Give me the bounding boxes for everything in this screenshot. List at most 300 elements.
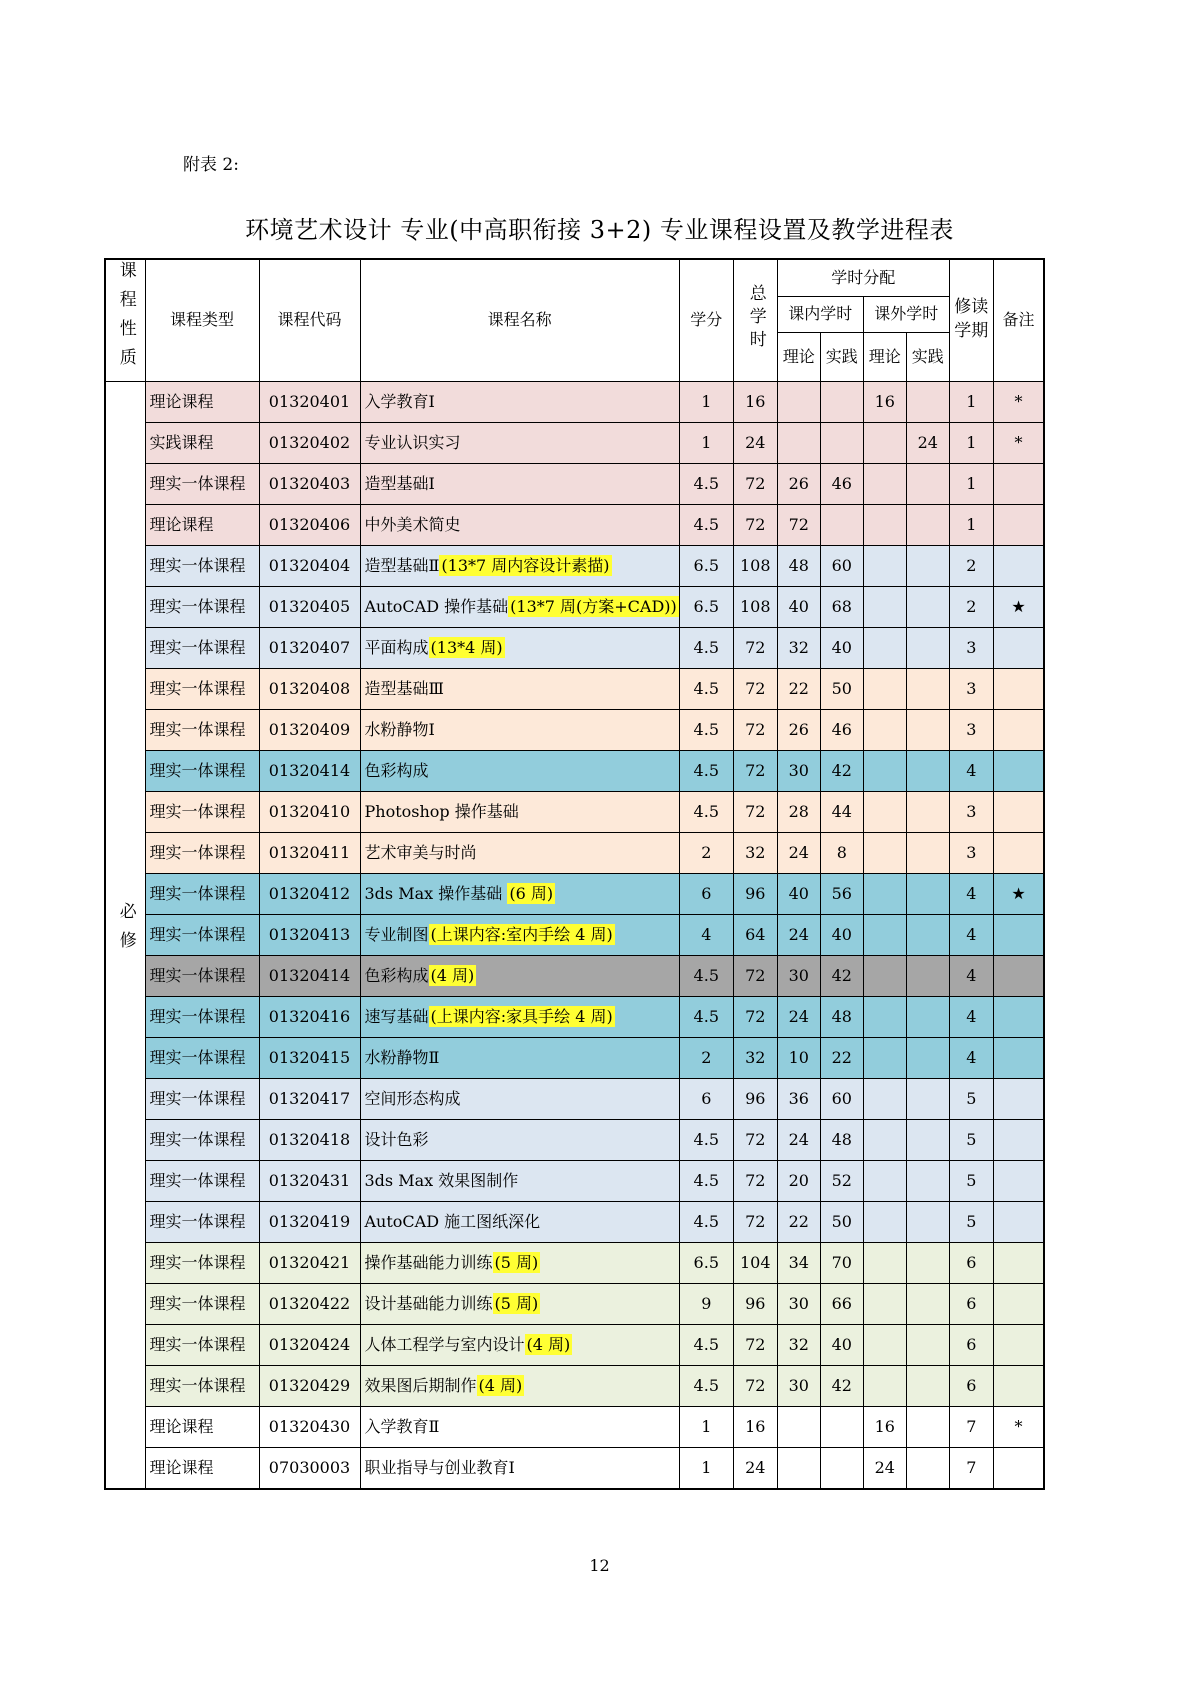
in-class-practice-cell bbox=[820, 504, 863, 545]
credit-cell: 4 bbox=[679, 914, 733, 955]
course-code-cell: 01320403 bbox=[259, 463, 360, 504]
out-class-practice-cell bbox=[906, 545, 949, 586]
in-class-theory-cell: 30 bbox=[777, 955, 820, 996]
out-class-theory-cell bbox=[863, 832, 906, 873]
in-class-theory-cell: 34 bbox=[777, 1242, 820, 1283]
course-code-cell: 01320406 bbox=[259, 504, 360, 545]
course-code-cell: 01320415 bbox=[259, 1037, 360, 1078]
semester-cell: 3 bbox=[949, 791, 993, 832]
out-class-theory-cell bbox=[863, 1324, 906, 1365]
course-name: 操作基础能力训练 bbox=[364, 1252, 493, 1272]
course-name-cell bbox=[360, 709, 679, 750]
total-hours-cell: 108 bbox=[733, 545, 777, 586]
table-row bbox=[105, 832, 1044, 873]
course-type-cell: 理实一体课程 bbox=[145, 914, 259, 955]
credit-cell: 4.5 bbox=[679, 627, 733, 668]
out-class-theory-cell bbox=[863, 1365, 906, 1406]
course-type-cell: 理实一体课程 bbox=[145, 832, 259, 873]
credit-cell: 4.5 bbox=[679, 463, 733, 504]
in-class-theory-cell: 30 bbox=[777, 1283, 820, 1324]
remark-cell bbox=[993, 791, 1044, 832]
course-code-cell: 01320414 bbox=[259, 955, 360, 996]
out-class-practice-cell bbox=[906, 1242, 949, 1283]
course-type-cell: 理实一体课程 bbox=[145, 1283, 259, 1324]
remark-cell bbox=[993, 1242, 1044, 1283]
total-hours-cell: 72 bbox=[733, 1365, 777, 1406]
table-row bbox=[105, 1365, 1044, 1406]
total-hours-cell: 16 bbox=[733, 381, 777, 422]
course-code-cell: 01320412 bbox=[259, 873, 360, 914]
course-name-cell bbox=[360, 832, 679, 873]
header-total-hours: 总学时 bbox=[733, 259, 777, 381]
in-class-theory-cell bbox=[777, 1447, 820, 1489]
semester-cell: 4 bbox=[949, 750, 993, 791]
in-class-practice-cell: 8 bbox=[820, 832, 863, 873]
course-name: 中外美术简史 bbox=[364, 514, 461, 534]
header-hours-distribution: 学时分配 bbox=[777, 259, 949, 296]
table-row bbox=[105, 1406, 1044, 1447]
course-name-cell bbox=[360, 873, 679, 914]
remark-cell bbox=[993, 1324, 1044, 1365]
out-class-theory-cell bbox=[863, 545, 906, 586]
header-nature: 课程性质 bbox=[105, 259, 145, 381]
out-class-theory-cell bbox=[863, 463, 906, 504]
total-hours-cell: 24 bbox=[733, 422, 777, 463]
in-class-practice-cell bbox=[820, 381, 863, 422]
header-name: 课程名称 bbox=[360, 259, 679, 381]
remark-cell bbox=[993, 996, 1044, 1037]
out-class-practice-cell bbox=[906, 504, 949, 545]
in-class-practice-cell: 44 bbox=[820, 791, 863, 832]
out-class-theory-cell bbox=[863, 1078, 906, 1119]
in-class-practice-cell: 52 bbox=[820, 1160, 863, 1201]
course-code-cell: 01320418 bbox=[259, 1119, 360, 1160]
course-code-cell: 01320402 bbox=[259, 422, 360, 463]
table-row bbox=[105, 627, 1044, 668]
table-row bbox=[105, 914, 1044, 955]
credit-cell: 1 bbox=[679, 381, 733, 422]
in-class-practice-cell: 56 bbox=[820, 873, 863, 914]
table-row bbox=[105, 1324, 1044, 1365]
semester-cell: 4 bbox=[949, 1037, 993, 1078]
out-class-practice-cell bbox=[906, 1406, 949, 1447]
credit-cell: 2 bbox=[679, 1037, 733, 1078]
course-name-cell bbox=[360, 1078, 679, 1119]
total-hours-cell: 24 bbox=[733, 1447, 777, 1489]
course-type-cell: 理实一体课程 bbox=[145, 791, 259, 832]
total-hours-cell: 72 bbox=[733, 955, 777, 996]
course-name: 入学教育Ⅱ bbox=[364, 1416, 440, 1436]
table-row bbox=[105, 422, 1044, 463]
out-class-practice-cell bbox=[906, 1078, 949, 1119]
credit-cell: 9 bbox=[679, 1283, 733, 1324]
table-row bbox=[105, 381, 1044, 422]
out-class-theory-cell bbox=[863, 1283, 906, 1324]
in-class-theory-cell: 36 bbox=[777, 1078, 820, 1119]
remark-cell bbox=[993, 1119, 1044, 1160]
out-class-theory-cell bbox=[863, 1037, 906, 1078]
course-name-cell bbox=[360, 914, 679, 955]
credit-cell: 1 bbox=[679, 422, 733, 463]
total-hours-cell: 104 bbox=[733, 1242, 777, 1283]
course-name-highlight: (13*7 周内容设计素描) bbox=[441, 555, 610, 575]
in-class-practice-cell bbox=[820, 422, 863, 463]
total-hours-cell: 72 bbox=[733, 791, 777, 832]
course-name: 人体工程学与室内设计 bbox=[364, 1334, 525, 1354]
semester-cell: 5 bbox=[949, 1078, 993, 1119]
course-name-cell bbox=[360, 750, 679, 791]
remark-cell bbox=[993, 832, 1044, 873]
out-class-practice-cell bbox=[906, 463, 949, 504]
course-name-cell bbox=[360, 627, 679, 668]
course-name-cell bbox=[360, 1447, 679, 1489]
course-type-cell: 理实一体课程 bbox=[145, 750, 259, 791]
in-class-practice-cell: 48 bbox=[820, 996, 863, 1037]
course-name-highlight: (13*7 周(方案+CAD)) bbox=[510, 596, 677, 616]
out-class-practice-cell bbox=[906, 1119, 949, 1160]
table-row bbox=[105, 1078, 1044, 1119]
out-class-theory-cell bbox=[863, 586, 906, 627]
semester-cell: 5 bbox=[949, 1160, 993, 1201]
course-type-cell: 理实一体课程 bbox=[145, 955, 259, 996]
in-class-theory-cell: 22 bbox=[777, 1201, 820, 1242]
table-row bbox=[105, 709, 1044, 750]
course-name-cell bbox=[360, 955, 679, 996]
table-row bbox=[105, 1283, 1044, 1324]
credit-cell: 4.5 bbox=[679, 1160, 733, 1201]
credit-cell: 6.5 bbox=[679, 545, 733, 586]
total-hours-cell: 72 bbox=[733, 627, 777, 668]
out-class-practice-cell bbox=[906, 750, 949, 791]
course-code-cell: 01320421 bbox=[259, 1242, 360, 1283]
out-class-practice-cell bbox=[906, 832, 949, 873]
in-class-practice-cell: 60 bbox=[820, 545, 863, 586]
course-name: 艺术审美与时尚 bbox=[364, 842, 477, 862]
course-name-highlight: (5 周) bbox=[494, 1293, 539, 1313]
course-name: AutoCAD 施工图纸深化 bbox=[364, 1211, 541, 1231]
out-class-practice-cell bbox=[906, 1365, 949, 1406]
credit-cell: 4.5 bbox=[679, 996, 733, 1037]
course-name-cell bbox=[360, 1160, 679, 1201]
course-name: 造型基础Ⅲ bbox=[364, 678, 444, 698]
course-name: 水粉静物Ⅱ bbox=[364, 1047, 440, 1067]
course-name: 空间形态构成 bbox=[364, 1088, 461, 1108]
course-type-cell: 理实一体课程 bbox=[145, 996, 259, 1037]
out-class-theory-cell bbox=[863, 1201, 906, 1242]
course-name: 水粉静物Ⅰ bbox=[364, 719, 435, 739]
out-class-theory-cell: 24 bbox=[863, 1447, 906, 1489]
semester-cell: 3 bbox=[949, 668, 993, 709]
semester-cell: 6 bbox=[949, 1242, 993, 1283]
in-class-theory-cell: 22 bbox=[777, 668, 820, 709]
in-class-practice-cell: 50 bbox=[820, 668, 863, 709]
credit-cell: 4.5 bbox=[679, 791, 733, 832]
in-class-theory-cell: 30 bbox=[777, 750, 820, 791]
course-name-cell bbox=[360, 1201, 679, 1242]
out-class-theory-cell bbox=[863, 668, 906, 709]
total-hours-cell: 96 bbox=[733, 1078, 777, 1119]
header-type: 课程类型 bbox=[145, 259, 259, 381]
credit-cell: 6.5 bbox=[679, 1242, 733, 1283]
in-class-theory-cell: 32 bbox=[777, 1324, 820, 1365]
credit-cell: 4.5 bbox=[679, 504, 733, 545]
course-type-cell: 理实一体课程 bbox=[145, 463, 259, 504]
out-class-theory-cell bbox=[863, 1242, 906, 1283]
in-class-practice-cell: 40 bbox=[820, 627, 863, 668]
course-name-cell bbox=[360, 463, 679, 504]
table-row bbox=[105, 545, 1044, 586]
out-class-theory-cell bbox=[863, 1160, 906, 1201]
out-class-practice-cell bbox=[906, 873, 949, 914]
total-hours-cell: 96 bbox=[733, 873, 777, 914]
course-name-highlight: (13*4 周) bbox=[430, 637, 503, 657]
course-name: 平面构成 bbox=[364, 637, 429, 657]
in-class-theory-cell: 24 bbox=[777, 832, 820, 873]
credit-cell: 6 bbox=[679, 873, 733, 914]
semester-cell: 2 bbox=[949, 545, 993, 586]
remark-cell: ★ bbox=[993, 586, 1044, 627]
course-type-cell: 理实一体课程 bbox=[145, 1119, 259, 1160]
out-class-practice-cell bbox=[906, 996, 949, 1037]
in-class-practice-cell: 42 bbox=[820, 955, 863, 996]
out-class-practice-cell bbox=[906, 1160, 949, 1201]
semester-cell: 3 bbox=[949, 627, 993, 668]
course-code-cell: 07030003 bbox=[259, 1447, 360, 1489]
out-class-practice-cell bbox=[906, 791, 949, 832]
out-class-theory-cell bbox=[863, 914, 906, 955]
out-class-theory-cell: 16 bbox=[863, 381, 906, 422]
in-class-theory-cell: 28 bbox=[777, 791, 820, 832]
remark-cell bbox=[993, 1447, 1044, 1489]
course-name-highlight: (4 周) bbox=[478, 1375, 523, 1395]
table-row bbox=[105, 1037, 1044, 1078]
appendix-label: 附表 2: bbox=[183, 155, 239, 175]
remark-cell bbox=[993, 1201, 1044, 1242]
course-type-cell: 理实一体课程 bbox=[145, 1365, 259, 1406]
course-type-cell: 理实一体课程 bbox=[145, 586, 259, 627]
course-type-cell: 理论课程 bbox=[145, 381, 259, 422]
credit-cell: 4.5 bbox=[679, 1201, 733, 1242]
table-row bbox=[105, 1119, 1044, 1160]
out-class-practice-cell bbox=[906, 914, 949, 955]
semester-cell: 7 bbox=[949, 1406, 993, 1447]
course-name-cell bbox=[360, 504, 679, 545]
course-name: 专业认识实习 bbox=[364, 432, 461, 452]
semester-cell: 3 bbox=[949, 832, 993, 873]
table-row bbox=[105, 750, 1044, 791]
credit-cell: 4.5 bbox=[679, 750, 733, 791]
in-class-theory-cell: 20 bbox=[777, 1160, 820, 1201]
header-theory-out: 理论 bbox=[863, 332, 906, 381]
out-class-practice-cell bbox=[906, 668, 949, 709]
semester-cell: 3 bbox=[949, 709, 993, 750]
course-name: 3ds Max 操作基础 bbox=[364, 883, 508, 903]
in-class-practice-cell bbox=[820, 1406, 863, 1447]
out-class-theory-cell bbox=[863, 709, 906, 750]
total-hours-cell: 72 bbox=[733, 1201, 777, 1242]
total-hours-cell: 72 bbox=[733, 463, 777, 504]
course-name: 效果图后期制作 bbox=[364, 1375, 477, 1395]
in-class-practice-cell: 40 bbox=[820, 1324, 863, 1365]
credit-cell: 4.5 bbox=[679, 1365, 733, 1406]
course-code-cell: 01320413 bbox=[259, 914, 360, 955]
credit-cell: 2 bbox=[679, 832, 733, 873]
course-code-cell: 01320409 bbox=[259, 709, 360, 750]
in-class-theory-cell: 48 bbox=[777, 545, 820, 586]
total-hours-cell: 32 bbox=[733, 1037, 777, 1078]
credit-cell: 4.5 bbox=[679, 709, 733, 750]
in-class-practice-cell: 66 bbox=[820, 1283, 863, 1324]
header-remark: 备注 bbox=[993, 259, 1044, 381]
course-name: 造型基础Ⅱ bbox=[364, 555, 440, 575]
course-name: 色彩构成 bbox=[364, 965, 429, 985]
total-hours-cell: 108 bbox=[733, 586, 777, 627]
course-name-highlight: (4 周) bbox=[526, 1334, 571, 1354]
remark-cell bbox=[993, 1365, 1044, 1406]
course-code-cell: 01320422 bbox=[259, 1283, 360, 1324]
in-class-theory-cell: 26 bbox=[777, 463, 820, 504]
remark-cell bbox=[993, 1283, 1044, 1324]
course-name-highlight: (上课内容:家具手绘 4 周) bbox=[430, 1006, 613, 1026]
in-class-theory-cell: 30 bbox=[777, 1365, 820, 1406]
course-name-cell bbox=[360, 791, 679, 832]
out-class-theory-cell bbox=[863, 627, 906, 668]
course-type-cell: 理实一体课程 bbox=[145, 1201, 259, 1242]
course-name-cell bbox=[360, 668, 679, 709]
in-class-practice-cell bbox=[820, 1447, 863, 1489]
in-class-practice-cell: 50 bbox=[820, 1201, 863, 1242]
in-class-theory-cell: 24 bbox=[777, 914, 820, 955]
total-hours-cell: 72 bbox=[733, 504, 777, 545]
header-credit: 学分 bbox=[679, 259, 733, 381]
course-type-cell: 理实一体课程 bbox=[145, 873, 259, 914]
semester-cell: 2 bbox=[949, 586, 993, 627]
remark-cell bbox=[993, 955, 1044, 996]
in-class-practice-cell: 22 bbox=[820, 1037, 863, 1078]
course-name-cell bbox=[360, 545, 679, 586]
total-hours-cell: 72 bbox=[733, 996, 777, 1037]
course-name-highlight: (上课内容:室内手绘 4 周) bbox=[430, 924, 613, 944]
out-class-practice-cell bbox=[906, 381, 949, 422]
course-table bbox=[104, 258, 1045, 1490]
semester-cell: 1 bbox=[949, 381, 993, 422]
header-in-class: 课内学时 bbox=[777, 296, 863, 332]
semester-cell: 1 bbox=[949, 463, 993, 504]
table-row bbox=[105, 1242, 1044, 1283]
remark-cell bbox=[993, 1037, 1044, 1078]
course-name-cell bbox=[360, 1365, 679, 1406]
course-code-cell: 01320424 bbox=[259, 1324, 360, 1365]
total-hours-cell: 96 bbox=[733, 1283, 777, 1324]
course-code-cell: 01320431 bbox=[259, 1160, 360, 1201]
header-theory-in: 理论 bbox=[777, 332, 820, 381]
in-class-theory-cell bbox=[777, 381, 820, 422]
total-hours-cell: 64 bbox=[733, 914, 777, 955]
course-name-cell bbox=[360, 381, 679, 422]
remark-cell bbox=[993, 750, 1044, 791]
header-practice-out: 实践 bbox=[906, 332, 949, 381]
in-class-practice-cell: 46 bbox=[820, 463, 863, 504]
total-hours-cell: 72 bbox=[733, 1119, 777, 1160]
table-row bbox=[105, 586, 1044, 627]
course-name-cell bbox=[360, 1324, 679, 1365]
credit-cell: 1 bbox=[679, 1406, 733, 1447]
in-class-theory-cell: 10 bbox=[777, 1037, 820, 1078]
in-class-practice-cell: 48 bbox=[820, 1119, 863, 1160]
remark-cell: * bbox=[993, 381, 1044, 422]
credit-cell: 4.5 bbox=[679, 1324, 733, 1365]
semester-cell: 7 bbox=[949, 1447, 993, 1489]
course-nature-cell: 必修 bbox=[105, 381, 145, 1489]
out-class-practice-cell: 24 bbox=[906, 422, 949, 463]
course-name-cell bbox=[360, 1037, 679, 1078]
remark-cell bbox=[993, 1160, 1044, 1201]
page-number: 12 bbox=[589, 1556, 610, 1575]
out-class-practice-cell bbox=[906, 955, 949, 996]
course-code-cell: 01320414 bbox=[259, 750, 360, 791]
out-class-theory-cell bbox=[863, 422, 906, 463]
total-hours-cell: 72 bbox=[733, 668, 777, 709]
table-row bbox=[105, 791, 1044, 832]
course-code-cell: 01320417 bbox=[259, 1078, 360, 1119]
in-class-practice-cell: 60 bbox=[820, 1078, 863, 1119]
in-class-theory-cell: 32 bbox=[777, 627, 820, 668]
header-semester: 修读学期 bbox=[949, 259, 993, 381]
credit-cell: 4.5 bbox=[679, 668, 733, 709]
credit-cell: 1 bbox=[679, 1447, 733, 1489]
course-type-cell: 理实一体课程 bbox=[145, 1160, 259, 1201]
semester-cell: 5 bbox=[949, 1119, 993, 1160]
course-name: Photoshop 操作基础 bbox=[364, 801, 519, 821]
out-class-practice-cell bbox=[906, 1283, 949, 1324]
in-class-theory-cell: 40 bbox=[777, 586, 820, 627]
semester-cell: 5 bbox=[949, 1201, 993, 1242]
remark-cell bbox=[993, 545, 1044, 586]
in-class-practice-cell: 70 bbox=[820, 1242, 863, 1283]
course-type-cell: 理实一体课程 bbox=[145, 627, 259, 668]
header-out-class: 课外学时 bbox=[863, 296, 949, 332]
course-name: 专业制图 bbox=[364, 924, 429, 944]
course-name-cell bbox=[360, 1406, 679, 1447]
course-code-cell: 01320429 bbox=[259, 1365, 360, 1406]
table-row bbox=[105, 873, 1044, 914]
in-class-theory-cell: 40 bbox=[777, 873, 820, 914]
table-row bbox=[105, 504, 1044, 545]
table-row bbox=[105, 463, 1044, 504]
course-type-cell: 理论课程 bbox=[145, 1447, 259, 1489]
course-code-cell: 01320404 bbox=[259, 545, 360, 586]
out-class-practice-cell bbox=[906, 1037, 949, 1078]
course-name-cell bbox=[360, 1242, 679, 1283]
page-title: 环境艺术设计 专业(中高职衔接 3+2) 专业课程设置及教学进程表 bbox=[245, 216, 954, 244]
course-type-cell: 理论课程 bbox=[145, 1406, 259, 1447]
semester-cell: 4 bbox=[949, 873, 993, 914]
credit-cell: 4.5 bbox=[679, 955, 733, 996]
remark-cell bbox=[993, 1078, 1044, 1119]
course-code-cell: 01320419 bbox=[259, 1201, 360, 1242]
in-class-theory-cell bbox=[777, 1406, 820, 1447]
total-hours-cell: 32 bbox=[733, 832, 777, 873]
table-row bbox=[105, 1160, 1044, 1201]
in-class-practice-cell: 46 bbox=[820, 709, 863, 750]
out-class-practice-cell bbox=[906, 586, 949, 627]
course-name-highlight: (5 周) bbox=[494, 1252, 539, 1272]
out-class-practice-cell bbox=[906, 1201, 949, 1242]
credit-cell: 4.5 bbox=[679, 1119, 733, 1160]
table-row bbox=[105, 955, 1044, 996]
out-class-theory-cell bbox=[863, 955, 906, 996]
course-code-cell: 01320408 bbox=[259, 668, 360, 709]
